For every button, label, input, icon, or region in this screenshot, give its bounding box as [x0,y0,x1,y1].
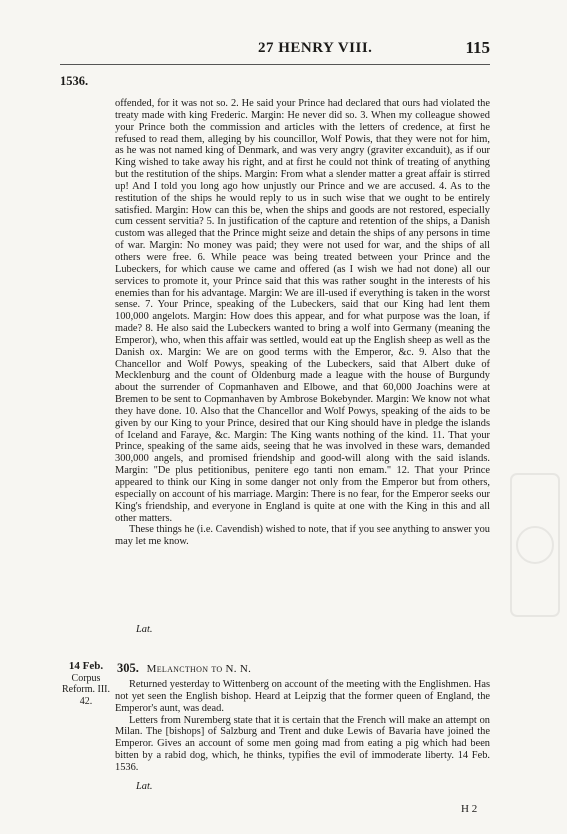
entry-body [115,679,490,774]
letter-paragraph: These things he (i.e. Cavendish) wished to note, that if you see anything to answer you may let me know. [115,524,490,548]
page-number: 115 [465,38,490,57]
year-margin: 1536. [60,74,89,88]
entry-number: 305. [117,661,139,675]
source-reference: Corpus [71,672,101,684]
letter-paragraph: offended, for it was not so. 2. He said your Prince had declared that ours had violated the treaty made with king Frederic. Margin: He never did so. 3. When my colleague showed your Prince both the commission and articles with the letters of credence, at first he refused to read them, alleging by his councillor, Wolf Powis, that they were not for him, as he was not named king of Denmark, and was very angry (graviter excanduit), as if our King wished to take away his right, and at first he could not think of treating of anything but the restitution of the ships. Margin: From what a slender matter a great affair is stirred up! And I told you long ago how unjustly our Prince and we are accused. 4. As to the restitution of the ships he would reply to us in such wise that we ought to be entirely satisfied. Margin: How can this be, when the ships and goods are not restored, especially cum cessent servitia? 5. In justification of the capture and retention of the ships, a Danish custom was alleged that the Prince might seize and detain the ships of any persons in time of war. Margin: No money was paid; they were not used for war, and the ships of all others were free. 6. While peace was being treated between your Prince and the Lubeckers, for which cause we came and offered (as I wish we had not done) all our services to promote it, your Prince said that this was rather sought in the interests of his enemies than for his advantage. Margin: We are ill-used if everything is taken in the worst sense. 7. Your Prince, speaking of the Lubeckers, said that our King had lent them 100,000 angelots. Margin: How does this appear, and for what purpose was the loan, if made? 8. He also said the Lubeckers wanted to bring a wolf into Germany (meaning the Emperor), who, when this affair was settled, would eat up the English sheep as well as the Danish ox. Margin: We are on good terms with the Emperor, &c. 9. Also that the Chancellor and Wolf Powys, speaking of the Lubeckers, said that Albert duke of Mecklenburg and the count of Oldenburg made a league with the house of Burgundy about the surrender of Copmanhaven and Elbowe, and that 60,000 Joachins were at Bremen to be sent to Copmanhaven by Ambrose Bokebynder. Margin: We know not what they have done. 10. Also that the Chancellor and Wolf Powys, speaking of the aids to be given by our King to your Prince, desired that our King should have in pledge the islands of Iceland and Faraye, &c. Margin: The King wants nothing of the kind. 11. That your Prince, speaking of the same aids, seeing that he was involved in these wars, demanded 300,000 angels, and promised friendship and good-will along with the said islands. Margin: "De plus petitionibus, penitere ego tanti non emam." 12. That your Prince appeared to think our King in some danger not only from the Emperor but from others, especially on account of his marriage. Margin: There is no fear, for the Emperor seeks our King's friendship, and everyone in England is quite at one with the King in this and all other matters. [115,98,490,524]
entry-paragraph: Returned yesterday to Wittenberg on account of the meeting with the Englishmen. Has not yet seen the English bishop. Heard at Leipzig that the former queen of England, the Emperor's aunt, was dead. [115,679,490,714]
signature-mark: H 2 [461,803,478,815]
language-note: Lat. [136,624,153,635]
header-rule [60,64,490,65]
source-reference: Reform. III. [61,684,111,695]
source-reference: 42. [79,695,93,707]
watermark-stamp-icon [507,470,563,620]
letter-continued [115,98,490,548]
running-header [60,40,490,68]
page-title: 27 HENRY VIII. [258,40,373,56]
entry-heading [117,661,251,676]
language-note: Lat. [136,781,153,792]
entry-side-note [56,661,116,707]
entry-paragraph: Letters from Nuremberg state that it is certain that the French will make an attempt on Milan. The [bishops] of Salzburg and Trent and duke Lewis of Bavaria have joined the Emperor. Gives an account of some men going mad from eating a pig which had been bitten by a rabid dog, which, he thinks, typifies the evil of immoderate liberty. 14 Feb. 1536. [115,714,490,773]
entry-title: Melancthon to N. N. [146,663,252,675]
entry-date: 14 Feb. [68,660,104,672]
